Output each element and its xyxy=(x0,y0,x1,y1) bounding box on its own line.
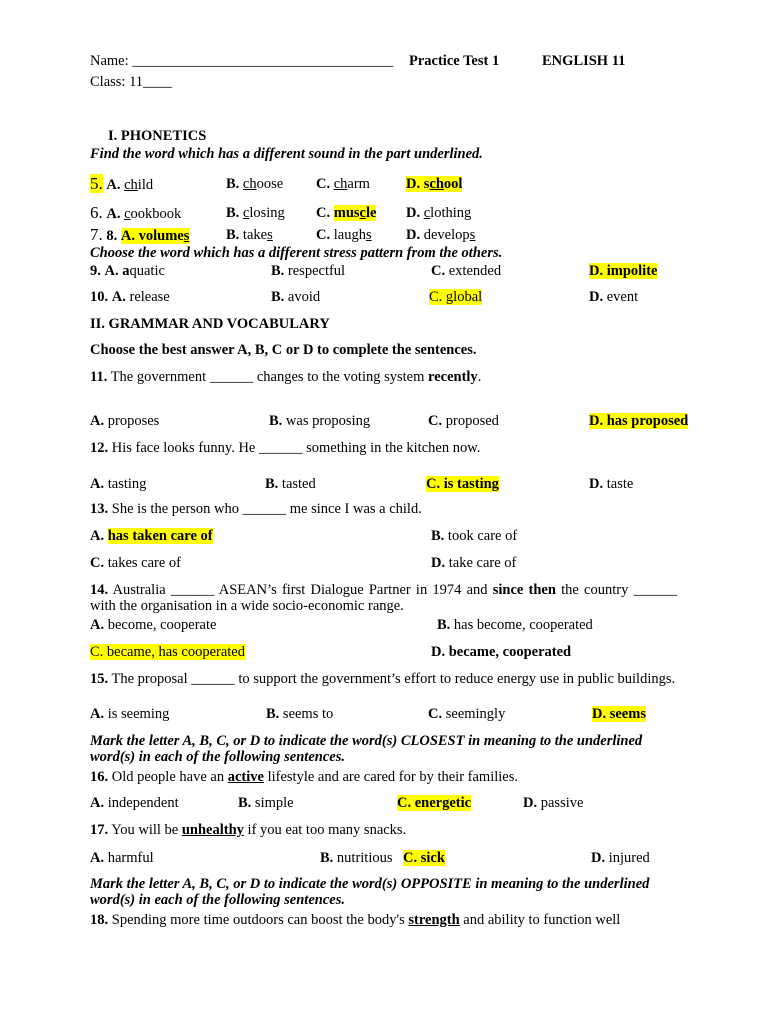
question-17-option-a: A. harmful xyxy=(90,850,154,866)
question-10-option-d: D. event xyxy=(589,289,639,305)
question-11-option-a: A. proposes xyxy=(90,413,160,429)
question-7-option-b: B. takes xyxy=(226,227,273,243)
question-18-stem: 18. Spending more time outdoors can boost the body's strength and ability to function well xyxy=(90,912,621,928)
question-15-stem: 15. The proposal ______ to support the government’s effort to reduce energy use in public buildings. xyxy=(90,671,676,687)
class-field: Class: 11____ xyxy=(90,74,173,90)
phonetics-instruction-1: Find the word which has a different sound in the part underlined. xyxy=(90,146,483,162)
question-12-stem: 12. His face looks funny. He ______ something in the kitchen now. xyxy=(90,440,481,456)
question-11-option-b: B. was proposing xyxy=(269,413,371,429)
question-number: 5. xyxy=(90,174,103,193)
phonetics-instruction-2: Choose the word which has a different stress pattern from the others. xyxy=(90,245,503,261)
question-12-option-d: D. taste xyxy=(589,476,634,492)
question-6-option-d: D. clothing xyxy=(406,205,472,221)
question-10-option-c-answer: C. global xyxy=(429,289,483,305)
question-12-option-c-answer: C. is tasting xyxy=(426,476,499,492)
question-14-option-a: A. become, cooperate xyxy=(90,617,217,633)
name-field xyxy=(90,53,393,70)
question-15-option-a: A. is seeming xyxy=(90,706,170,722)
question-15-option-d-answer: D. seems xyxy=(592,706,646,722)
question-11-option-d-answer: D. has proposed xyxy=(589,413,689,429)
section-grammar-title: II. GRAMMAR AND VOCABULARY xyxy=(90,316,330,332)
question-17-option-d: D. injured xyxy=(591,850,650,866)
question-10-option-a: 10. A. release xyxy=(90,289,170,305)
question-13-option-c: C. takes care of xyxy=(90,555,181,571)
question-10-option-b: B. avoid xyxy=(271,289,321,305)
question-17-option-c-answer: C. sick xyxy=(403,850,445,866)
question-16-option-b: B. simple xyxy=(238,795,294,811)
question-17-option-b: B. nutritious xyxy=(320,850,393,866)
closest-meaning-instruction: Mark the letter A, B, C, or D to indicate the word(s) CLOSEST in meaning to the underlined word(s) in each of the following sentences. xyxy=(90,733,643,765)
question-14-stem: 14. Australia ______ ASEAN’s first Dialogue Partner in 1974 and since then the country ______ with the organisation in a wide socio-economic range. xyxy=(90,582,678,614)
question-7-option-c: C. laughs xyxy=(316,227,372,243)
name-label: Name: xyxy=(90,53,133,69)
test-title: Practice Test 1 xyxy=(409,53,500,69)
question-17-stem: 17. You will be unhealthy if you eat too many snacks. xyxy=(90,822,407,838)
question-9-option-a: 9. A. aquatic xyxy=(90,263,165,279)
question-15-option-b: B. seems to xyxy=(266,706,334,722)
question-5-option-d-answer: D. school xyxy=(406,176,463,192)
question-14-option-c-answer: C. became, has cooperated xyxy=(90,644,245,660)
subject-title: ENGLISH 11 xyxy=(542,53,626,69)
question-12-option-a: A. tasting xyxy=(90,476,147,492)
question-9-option-d-answer: D. impolite xyxy=(589,263,658,279)
question-7-option-a-answer: 7. 8. A. volumes xyxy=(90,225,190,244)
question-16-option-c-answer: C. energetic xyxy=(397,795,472,811)
question-5-option-a: 5. A. child xyxy=(90,174,154,193)
question-11-stem: 11. The government ______ changes to the voting system recently. xyxy=(90,369,482,385)
question-16-option-a: A. independent xyxy=(90,795,179,811)
question-13-option-d: D. take care of xyxy=(431,555,517,571)
question-6-option-a: 6. A. cookbook xyxy=(90,203,182,222)
question-11-option-c: C. proposed xyxy=(428,413,499,429)
grammar-instruction: Choose the best answer A, B, C or D to complete the sentences. xyxy=(90,342,477,358)
opposite-meaning-instruction: Mark the letter A, B, C, or D to indicate the word(s) OPPOSITE in meaning to the underlined word(s) in each of the following sentences. xyxy=(90,876,650,908)
name-blank: ____________________________________ xyxy=(132,53,394,69)
question-15-option-c: C. seemingly xyxy=(428,706,506,722)
question-7-option-d: D. develops xyxy=(406,227,476,243)
question-9-option-b: B. respectful xyxy=(271,263,346,279)
question-9-option-c: C. extended xyxy=(431,263,502,279)
question-13-stem: 13. She is the person who ______ me since I was a child. xyxy=(90,501,422,517)
question-13-option-a-answer: A. has taken care of xyxy=(90,528,213,544)
question-16-option-d: D. passive xyxy=(523,795,584,811)
question-6-option-c-answer: C. muscle xyxy=(316,205,377,221)
question-5-option-b: B. choose xyxy=(226,176,284,192)
question-6-option-b: B. closing xyxy=(226,205,285,221)
question-14-option-b: B. has become, cooperated xyxy=(437,617,593,633)
question-5-option-c: C. charm xyxy=(316,176,370,192)
question-16-stem: 16. Old people have an active lifestyle and are cared for by their families. xyxy=(90,769,518,785)
section-phonetics-title: I. PHONETICS xyxy=(108,128,207,144)
question-13-option-b: B. took care of xyxy=(431,528,518,544)
question-14-option-d: D. became, cooperated xyxy=(431,644,572,660)
question-12-option-b: B. tasted xyxy=(265,476,316,492)
